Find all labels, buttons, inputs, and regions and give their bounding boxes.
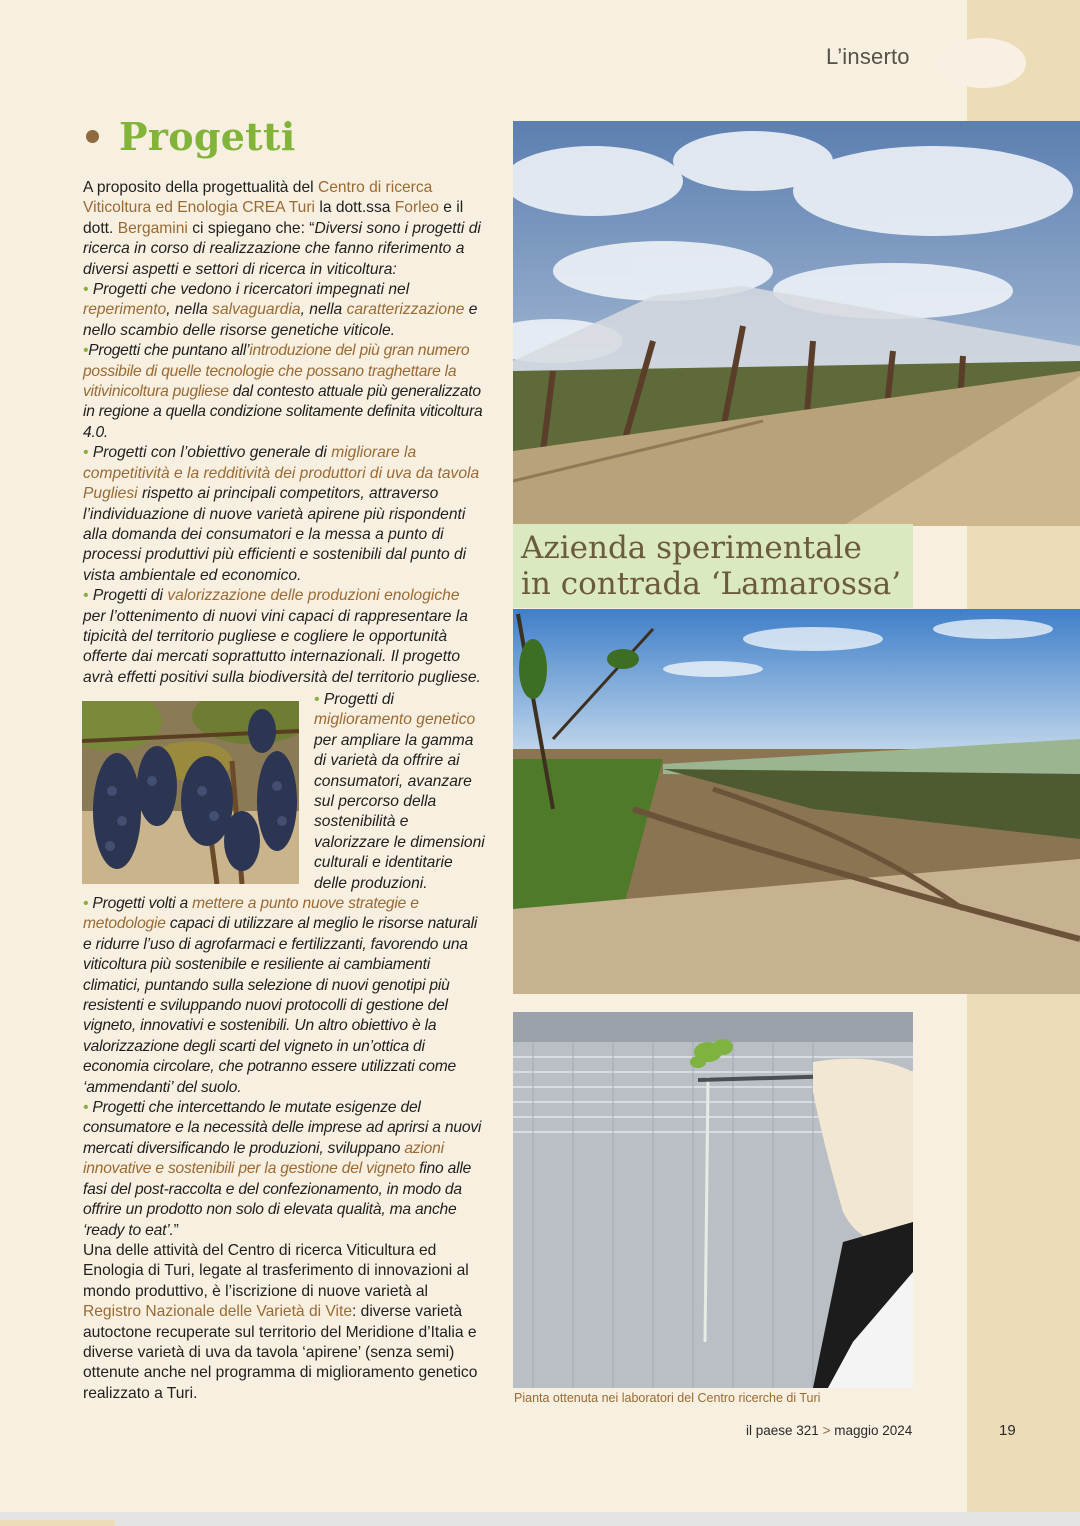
bullet-icon: • xyxy=(314,691,320,708)
photo-caption: Pianta ottenuta nei laboratori del Centro ricerche di Turi xyxy=(514,1391,821,1405)
text-run: , nella xyxy=(166,301,213,319)
photo-title-line2: in contrada ‘Lamarossa’ xyxy=(521,566,902,602)
highlight: caratterizzazione xyxy=(346,301,465,319)
bottom-strip-tan xyxy=(0,1520,115,1526)
text-run: Diversi sono i progetti di ricerca in corso di realizzazione che fanno riferimento a diversi aspetti e settori di ricerca in viticoltura: xyxy=(83,219,481,278)
photo-title-box xyxy=(513,524,913,608)
highlight: salvaguardia xyxy=(212,301,301,319)
text-run: capaci di utilizzare al meglio le risorse naturali e ridurre l’uso di agrofarmaci e fertilizzanti, favorendo una viticoltura più sostenibile e resiliente ai cambiamenti climatici, puntando sulla selezione di nuovi genotipi più resistenti e sviluppando nuovi protocolli di gestione del vigneto, innovativi e sostenibili. Un altro obiettivo è la valorizzazione degli scarti del vigneto in un’ottica di economia circolare, che potranno essere utilizzati come ‘ammendanti’ del suolo. xyxy=(83,915,478,1096)
bullet-icon: • xyxy=(83,444,89,462)
highlight: valorizzazione delle produzioni enologiche xyxy=(167,587,460,605)
highlight-crea-turi: Centro di ricerca Viticoltura ed Enologia CREA Turi xyxy=(83,179,433,217)
title-row xyxy=(86,114,296,159)
vineyard-illustration xyxy=(513,121,1080,526)
highlight: azioni innovative e sostenibili per la gestione del vigneto xyxy=(83,1139,444,1178)
text-run: : diverse varietà autoctone recuperate sul territorio del Meridione d’Italia e diverse varietà di uva da tavola ‘apirene’ (senza semi) ottenute anche nel programma di miglioramento genetico realizzato a Turi. xyxy=(83,1303,478,1402)
text-run: , nella xyxy=(300,301,347,319)
text-run: e il dott. xyxy=(83,199,464,237)
highlight: mettere a punto nuove strategie e metodologie xyxy=(83,895,419,933)
text-run: e nello scambio delle risorse genetiche viticole. xyxy=(83,301,478,339)
bullet-icon: • xyxy=(83,1099,89,1117)
text-run: Progetti che vedono i ricercatori impegnati nel xyxy=(92,281,410,299)
text-run: la dott.ssa xyxy=(315,199,395,217)
text-run: Progetti che intercettando le mutate esigenze del consumatore e la necessità delle imprese ad aprirsi a nuovi mercati diversificando le produzioni, sviluppano xyxy=(83,1099,482,1157)
bullet-icon: • xyxy=(83,587,89,605)
article-text-continued xyxy=(83,894,485,1404)
text-run: Progetti di xyxy=(92,587,168,605)
highlight-bergamini: Bergamini xyxy=(117,219,188,237)
lab-plantlet-photo xyxy=(513,1012,913,1388)
text-run: Progetti che puntano all’ xyxy=(88,342,250,360)
magazine-issue: il paese 321 xyxy=(746,1423,819,1438)
text-run: Progetti di xyxy=(323,691,395,708)
footer-separator: > xyxy=(822,1423,831,1438)
text-run: A proposito della progettualità del xyxy=(83,179,318,196)
grapes-illustration xyxy=(82,701,299,884)
footer-info xyxy=(746,1423,912,1438)
text-run: Progetti con l’obiettivo generale di xyxy=(92,444,332,462)
highlight: reperimento xyxy=(83,301,167,319)
bottom-strip xyxy=(0,1512,1080,1526)
issue-date: maggio 2024 xyxy=(834,1423,913,1438)
highlight-registro: Registro Nazionale delle Varietà di Vite xyxy=(83,1303,352,1321)
highlight: miglioramento genetico xyxy=(314,711,476,729)
highlight-forleo: Forleo xyxy=(394,199,439,217)
text-run: ci spiegano che: “ xyxy=(187,219,315,237)
text-run: ” xyxy=(173,1221,179,1239)
experimental-field-photo xyxy=(513,609,1080,994)
section-label: L’inserto xyxy=(826,44,910,69)
text-run: fino alle fasi del post-raccolta e del confezionamento, in modo da offrire un prodotto non solo di elevata qualità, ma anche ‘ready to eat’. xyxy=(83,1160,472,1239)
bullet-icon: • xyxy=(83,895,89,912)
article-text-intro xyxy=(83,178,485,688)
section-tab-shape xyxy=(940,38,1026,88)
lab-illustration xyxy=(513,1012,913,1388)
text-run: Una delle attività del Centro di ricerca Viticultura ed Enologia di Turi, legate al trasferimento di innovazioni al mondo produttivo, è l’iscrizione di nuove varietà al xyxy=(83,1241,469,1300)
vineyard-nets-photo xyxy=(513,121,1080,526)
title-bullet-icon xyxy=(86,130,99,143)
text-run: per l’ottenimento di nuovi vini capaci di rappresentare la tipicità del territorio pugliese e cogliere le opportunità offerte dai mercati soprattutto internazionali. Il progetto avrà effetti positivi sulla biodiversità del territorio pugliese. xyxy=(83,607,481,686)
highlight: introduzione del più gran numero possibile di quelle tecnologie che possano traghettare la vitivinicoltura pugliese xyxy=(83,342,470,401)
bullet-icon: • xyxy=(83,342,89,360)
highlight: migliorare la competitività e la redditività dei produttori di uva da tavola Pugliesi xyxy=(83,444,480,503)
page-number: 19 xyxy=(999,1422,1016,1439)
text-run: per ampliare la gamma di varietà da offrire ai consumatori, avanzare sul percorso della sostenibilità e valorizzare le dimensioni culturali e identitarie delle produzioni. xyxy=(314,731,485,892)
field-illustration xyxy=(513,609,1080,994)
article-text-beside-photo xyxy=(314,690,486,894)
text-run: dal contesto attuale più generalizzato in regione a quella condizione solitamente definita viticoltura 4.0. xyxy=(83,383,483,441)
grapes-photo xyxy=(82,701,299,884)
photo-title-line1: Azienda sperimentale xyxy=(521,530,862,566)
text-run: Progetti volti a xyxy=(92,895,193,912)
page-title: Progetti xyxy=(119,114,296,159)
text-run: rispetto ai principali competitors, attraverso l’individuazione di nuove varietà apirene più rispondenti alla domanda dei consumatori e la messa a punto di processi produttivi più efficienti e sostenibili dal punto di vista ambientale ed economico. xyxy=(83,485,467,584)
bullet-icon: • xyxy=(83,281,89,299)
